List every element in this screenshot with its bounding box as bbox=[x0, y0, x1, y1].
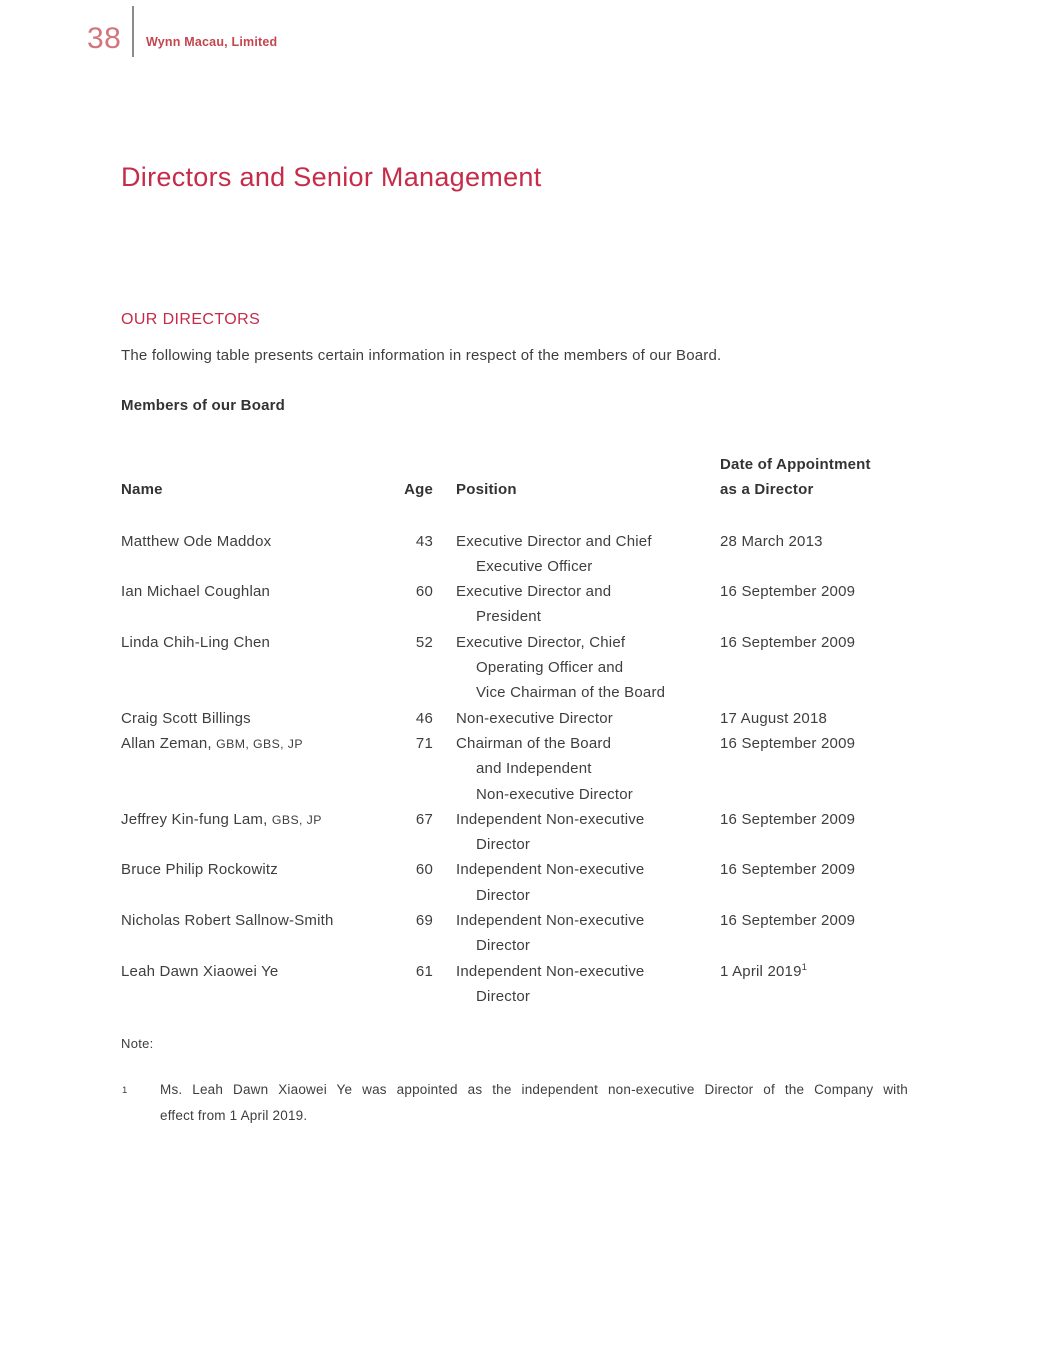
director-name: Matthew Ode Maddox bbox=[121, 532, 272, 550]
page-number: 38 bbox=[87, 22, 122, 55]
position-line: Non-executive Director bbox=[476, 785, 633, 803]
director-name: Nicholas Robert Sallnow-Smith bbox=[121, 912, 334, 930]
table-row bbox=[121, 706, 921, 731]
table-row bbox=[121, 630, 921, 706]
table-row bbox=[121, 529, 921, 580]
director-age: 67 bbox=[415, 810, 433, 828]
director-position bbox=[433, 529, 720, 580]
position-line: Independent Non-executive bbox=[456, 810, 645, 828]
director-age: 46 bbox=[415, 709, 433, 727]
appointment-date: 16 September 2009 bbox=[720, 861, 856, 879]
appointment-date: 16 September 2009 bbox=[720, 810, 856, 828]
appointment-date: 16 September 2009 bbox=[720, 633, 856, 651]
column-header-position: Position bbox=[456, 481, 517, 499]
appointment-date: 16 September 2009 bbox=[720, 734, 856, 752]
page-title: Directors and Senior Management bbox=[121, 162, 542, 192]
director-position bbox=[433, 706, 720, 731]
position-line: Vice Chairman of the Board bbox=[476, 684, 666, 702]
section-heading: OUR DIRECTORS bbox=[121, 311, 261, 328]
director-age: 61 bbox=[415, 962, 433, 980]
director-name: Leah Dawn Xiaowei Ye bbox=[121, 962, 279, 980]
appointment-date: 17 August 2018 bbox=[720, 709, 828, 727]
footnote-text bbox=[160, 1077, 908, 1128]
director-name: Jeffrey Kin-fung Lam, GBS, JP bbox=[121, 810, 322, 828]
footnote bbox=[121, 1077, 911, 1128]
director-honors: GBS, JP bbox=[271, 812, 322, 827]
appointment-date: 28 March 2013 bbox=[720, 532, 823, 550]
director-name: Linda Chih-Ling Chen bbox=[121, 633, 271, 651]
footnote-line: effect from 1 April 2019. bbox=[160, 1107, 308, 1123]
footnote-reference: 1 bbox=[801, 961, 808, 973]
table-header-row bbox=[121, 452, 921, 503]
column-header-name: Name bbox=[121, 481, 163, 499]
note-label: Note: bbox=[121, 1036, 154, 1051]
table-row bbox=[121, 731, 921, 807]
table-row bbox=[121, 857, 921, 908]
director-age: 52 bbox=[415, 633, 433, 651]
position-line: and Independent bbox=[476, 760, 592, 778]
position-line: Independent Non-executive bbox=[456, 861, 645, 879]
director-age: 69 bbox=[415, 912, 433, 930]
director-position bbox=[433, 630, 720, 706]
footnote-marker: 1 bbox=[122, 1085, 128, 1096]
table-title: Members of our Board bbox=[121, 397, 286, 414]
position-line: Executive Officer bbox=[476, 557, 593, 575]
director-name: Allan Zeman, GBM, GBS, JP bbox=[121, 734, 303, 752]
table-row bbox=[121, 807, 921, 858]
director-position bbox=[433, 857, 720, 908]
position-line: Executive Director and bbox=[456, 583, 612, 601]
board-table-rows bbox=[121, 529, 921, 1010]
table-row bbox=[121, 908, 921, 959]
director-position bbox=[433, 807, 720, 858]
table-row bbox=[121, 959, 921, 1010]
appointment-date: 16 September 2009 bbox=[720, 583, 856, 601]
company-name: Wynn Macau, Limited bbox=[146, 35, 278, 49]
position-line: Director bbox=[476, 836, 531, 854]
director-position bbox=[433, 731, 720, 807]
column-header-date-line1: Date of Appointment bbox=[720, 456, 871, 473]
director-age: 43 bbox=[415, 532, 433, 550]
director-position bbox=[433, 959, 720, 1010]
appointment-date: 1 April 2019$^1$ bbox=[720, 961, 808, 980]
column-header-date-line2: as a Director bbox=[720, 481, 814, 499]
board-members-table bbox=[121, 452, 921, 1009]
position-line: Independent Non-executive bbox=[456, 962, 645, 980]
table-row bbox=[121, 579, 921, 630]
director-name: Craig Scott Billings bbox=[121, 709, 251, 727]
director-name: Bruce Philip Rockowitz bbox=[121, 861, 278, 879]
position-line: Executive Director and Chief bbox=[456, 532, 652, 550]
director-age: 71 bbox=[415, 734, 433, 752]
position-line: Director bbox=[476, 886, 531, 904]
column-header-date bbox=[720, 452, 921, 503]
director-age: 60 bbox=[415, 861, 433, 879]
position-line: Independent Non-executive bbox=[456, 912, 645, 930]
director-age: 60 bbox=[415, 583, 433, 601]
intro-paragraph: The following table presents certain information in respect of the members of our Board. bbox=[121, 347, 722, 364]
footnote-line: Ms. Leah Dawn Xiaowei Ye was appointed as the independent non-executive Director of the Company with bbox=[160, 1082, 908, 1097]
header-divider bbox=[132, 6, 134, 57]
position-line: Operating Officer and bbox=[476, 659, 624, 677]
director-position bbox=[433, 579, 720, 630]
position-line: Non-executive Director bbox=[456, 709, 613, 727]
director-position bbox=[433, 908, 720, 959]
appointment-date: 16 September 2009 bbox=[720, 912, 856, 930]
director-honors: GBM, GBS, JP bbox=[216, 736, 303, 751]
position-line: President bbox=[476, 608, 542, 626]
position-line: Director bbox=[476, 937, 531, 955]
position-line: Director bbox=[476, 987, 531, 1005]
position-line: Executive Director, Chief bbox=[456, 633, 626, 651]
director-name: Ian Michael Coughlan bbox=[121, 583, 271, 601]
column-header-age: Age bbox=[404, 481, 433, 499]
position-line: Chairman of the Board bbox=[456, 734, 612, 752]
